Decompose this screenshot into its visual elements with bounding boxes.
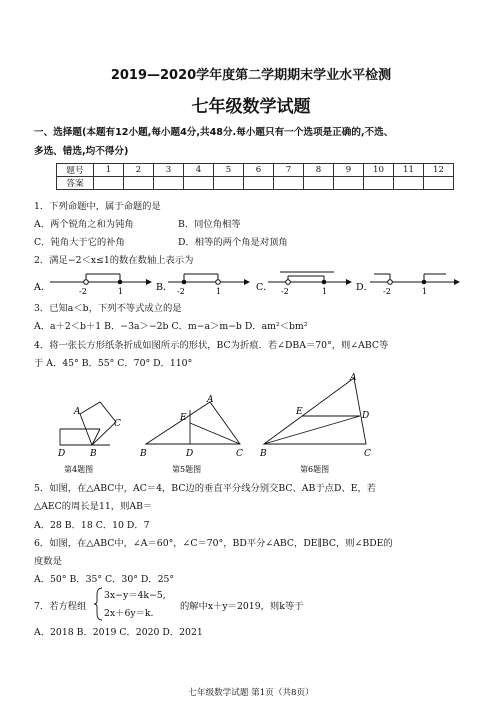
q3-stem: 3．已知a＜b，下列不等式成立的是 (34, 303, 182, 314)
answer-cell[interactable] (184, 177, 214, 190)
question-number-cell: 12 (424, 164, 454, 177)
answer-cell[interactable] (274, 177, 304, 190)
fig5-label-e: E (180, 413, 187, 423)
fig6-label-e: E (296, 407, 303, 417)
number-line-c (268, 272, 352, 296)
tick-label-neg2: -2 (281, 287, 289, 296)
q7-equation-1: 3x−y＝4k−5, (104, 590, 166, 601)
answer-cell[interactable] (364, 177, 394, 190)
fig4-caption: 第4题图 (64, 465, 94, 474)
fig5-label-a: A (207, 395, 214, 405)
q1-stem: 1．下列命题中，属于命题的是 (34, 201, 161, 212)
q5-line1: 5．如图，在△ABC中，AC＝4，BC边的垂直平分线分别交BC、AB于点D、E，若 (34, 483, 377, 494)
q6-line2: 度数是 (34, 556, 62, 567)
q4-stem: 4．将一张长方形纸条折成如图所示的形状，BC为折痕．若∠DBA＝70°，则∠ABC等 (34, 340, 389, 351)
number-line-d (370, 274, 460, 296)
q7-prefix: 7．若方程组 (34, 601, 87, 612)
q2-stem: 2．满足−2＜x≤1的数在数轴上表示为 (34, 255, 194, 266)
question-number-cell: 5 (214, 164, 244, 177)
answer-cell[interactable] (334, 177, 364, 190)
question-number-cell: 2 (124, 164, 154, 177)
q7-options: A．2018 B．2019 C．2020 D．2021 (34, 627, 203, 638)
q2-option-b-label: B． (156, 282, 173, 293)
q1-option-d: D．相等的两个角是对顶角 (178, 237, 288, 248)
q4-options: 于 A．45° B．55° C．70° D．110° (34, 358, 193, 369)
q1-option-c: C．钝角大于它的补角 (34, 237, 125, 248)
q2-option-a-label: A． (34, 282, 51, 293)
section-instruction-line2: 多选、错选,均不得分) (34, 146, 129, 157)
q6-options: A．50° B．35° C．30° D．25° (34, 574, 175, 585)
question-number-cell: 7 (274, 164, 304, 177)
q7-equation-2: 2x＋6y＝k. (104, 608, 154, 619)
fig6-label-c: C (364, 449, 371, 459)
tick-label-1: 1 (322, 287, 328, 296)
answer-table (56, 163, 454, 190)
fig6-caption: 第6题图 (300, 465, 330, 474)
tick-label-neg2: -2 (177, 287, 185, 296)
tick-label-1: 1 (422, 287, 428, 296)
fig4-label-a: A (74, 407, 81, 417)
q7-suffix: 的解中x＋y＝2019，则k等于 (180, 601, 304, 612)
fig6-label-d: D (362, 411, 370, 421)
figure-4 (60, 402, 116, 445)
question-number-cell: 11 (394, 164, 424, 177)
fig6-label-b: B (260, 449, 267, 459)
question-number-cell: 10 (364, 164, 394, 177)
question-number-cell: 4 (184, 164, 214, 177)
fig5-label-b: B (140, 449, 147, 459)
q6-line1: 6．如图，在△ABC中，∠A＝60°，∠C＝70°，BD平分∠ABC，DE∥BC，则∠BDE的 (34, 538, 393, 549)
fig5-caption: 第5题图 (172, 465, 202, 474)
fig6-label-a: A (350, 373, 357, 383)
answer-cell[interactable] (244, 177, 274, 190)
answer-cell[interactable] (124, 177, 154, 190)
question-number-cell: 3 (154, 164, 184, 177)
question-number-cell: 8 (304, 164, 334, 177)
fig5-label-c: C (236, 449, 243, 459)
q1-option-a: A．两个锐角之和为钝角 (34, 219, 134, 230)
figure-6 (264, 378, 366, 444)
q3-options: A．a＋2＜b＋1 B．−3a＞−2b C．m−a＞m−b D．am²＜bm² (34, 321, 308, 332)
tick-label-neg2: -2 (79, 287, 87, 296)
answer-cell[interactable] (394, 177, 424, 190)
tick-label-1: 1 (118, 287, 124, 296)
question-number-cell: 6 (244, 164, 274, 177)
section-instruction-line1: 一、选择题(本题有12小题,每小题4分,共48分.每小题只有一个选项是正确的,不选、 (34, 127, 394, 138)
number-line-a (50, 274, 152, 296)
figures-row (50, 372, 470, 477)
fig5-label-d: D (186, 449, 194, 459)
tick-label-1: 1 (216, 287, 222, 296)
q2-number-lines (34, 266, 464, 296)
q1-option-b: B．同位角相等 (178, 219, 241, 230)
question-number-cell: 1 (94, 164, 124, 177)
tick-label-neg2: -2 (383, 287, 391, 296)
fig4-label-b: B (90, 449, 97, 459)
exam-header-line: 2019—2020学年度第二学期期末学业水平检测 (110, 68, 392, 83)
answer-cell[interactable] (424, 177, 454, 190)
q5-line2: △AEC的周长是11，则AB＝ (34, 501, 153, 512)
question-number-cell: 9 (334, 164, 364, 177)
fig4-label-d: D (58, 449, 66, 459)
fig4-label-c: C (114, 419, 121, 429)
exam-title: 七年级数学试题 (191, 97, 311, 117)
figure-5 (146, 402, 240, 444)
answer-cell[interactable] (94, 177, 124, 190)
q2-option-d-label: D． (356, 282, 374, 293)
answer-table-header-label: 题号 (57, 164, 94, 177)
answer-cell[interactable] (214, 177, 244, 190)
number-line-b (168, 274, 250, 296)
q2-option-c-label: C． (256, 282, 273, 293)
q5-options: A．28 B．18 C．10 D．7 (34, 520, 150, 531)
system-brace (94, 587, 104, 621)
page-footer: 七年级数学试题 第1页（共8页） (188, 688, 314, 698)
answer-table-answer-label: 答案 (57, 177, 94, 190)
answer-cell[interactable] (304, 177, 334, 190)
answer-cell[interactable] (154, 177, 184, 190)
